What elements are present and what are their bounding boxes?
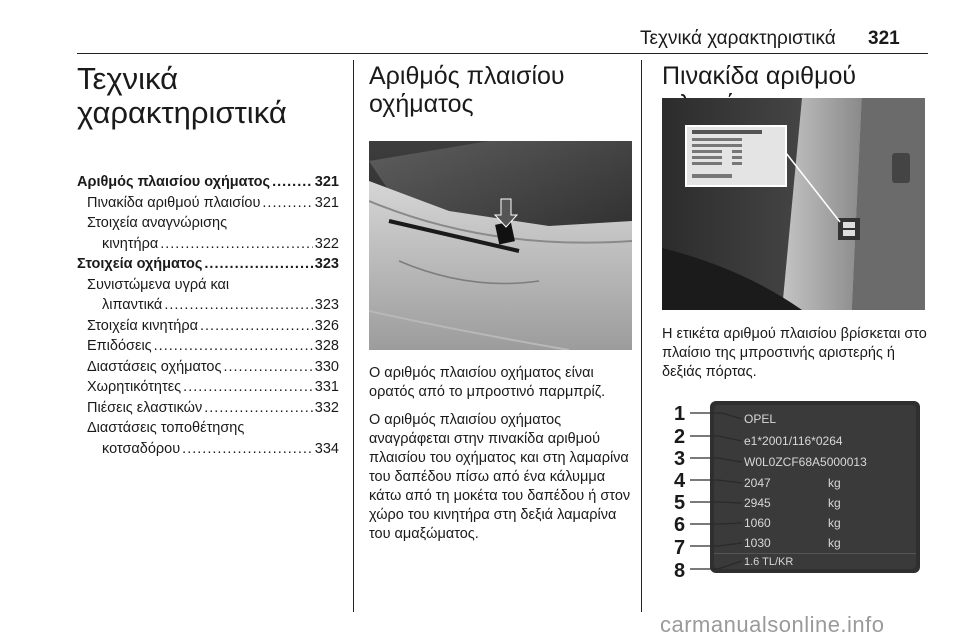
plate-line: e1*2001/116*0264 [744,434,843,448]
callout-number: 8 [674,560,686,582]
plate-unit: kg [828,536,841,550]
plate-line: W0L0ZCF68A5000013 [744,455,867,469]
watermark: carmanualsonline.info [660,612,885,637]
section-title: Πινακίδα αριθμού [662,62,857,90]
vin-plate-body [662,325,932,391]
plate-line: 1060 [744,516,771,530]
plate-line: 2047 [744,476,771,490]
vin-section-body [369,364,634,553]
paragraph: Η ετικέτα αριθμού πλαισίου βρίσκεται στο πλαίσιο της μπροστινής αριστερής ή δεξιάς πόρτας. [662,326,927,380]
toc-entry[interactable]: Διαστάσεις τοποθέτησης [87,420,245,436]
running-header-title: Τεχνικά χαρακτηριστικά [640,28,836,49]
toc-entry[interactable]: Αριθμός πλαισίου οχήματος ..... 321 [77,172,339,193]
toc-entry-continuation[interactable]: κοτσαδόρου ..... 334 [77,439,339,460]
chapter-title-line: Τεχνικά [77,61,179,96]
paragraph: Ο αριθμός πλαισίου οχήματος αναγράφεται στην πινακίδα αριθμού πλαισίου του οχήματος και στη λαμαρίνα του δαπέδου πίσω από ένα κάλυμμα κάτω από τη μοκέτα του δαπέδου ή στον χώρο του κινητήρα στη δεξιά λαμαρίνα του αμαξώματος. [369,412,631,542]
chapter-title-line: χαρακτηριστικά [77,95,287,130]
vin-section [369,62,634,118]
plate-line: 2945 [744,496,771,510]
column-divider [353,60,354,612]
toc-entry[interactable]: Στοιχεία κινητήρα ..... 326 [77,316,339,337]
callout-number: 3 [674,448,686,470]
chapter-column [77,62,342,130]
callout-number: 2 [674,426,686,448]
toc-entry[interactable]: Χωρητικότητες ..... 331 [77,377,339,398]
toc-entry[interactable]: Πινακίδα αριθμού πλαισίου ..... 321 [77,193,339,214]
column-divider [641,60,642,612]
toc-entry[interactable]: Στοιχεία οχήματος ..... 323 [77,254,339,275]
toc-entry[interactable]: Στοιχεία αναγνώρισης [87,215,228,231]
door-frame-label-photo [662,98,925,310]
windshield-vin-photo [369,141,632,350]
vin-plate-diagram [662,393,925,611]
paragraph: Ο αριθμός πλαισίου οχήματος είναι ορατός από το μπροστινό παρμπρίζ. [369,365,606,400]
plate-line: 1030 [744,536,771,550]
callout-number: 6 [674,514,686,536]
plate-line: OPEL [744,412,777,426]
callout-number: 7 [674,537,686,559]
toc-entry-continuation[interactable]: λιπαντικά ..... 323 [77,295,339,316]
plate-unit: kg [828,496,841,510]
plate-bottom-code: 1.6 TL/KR [744,556,794,568]
chapter-title [77,62,342,130]
toc-entry[interactable]: Επιδόσεις ..... 328 [77,336,339,357]
callout-number: 5 [674,492,686,514]
callout-number: 1 [674,403,686,425]
toc-entry-continuation[interactable]: κινητήρα ..... 322 [77,234,339,255]
callout-number: 4 [674,470,686,492]
plate-unit: kg [828,516,841,530]
header-rule [77,53,928,54]
section-title: Αριθμός πλαισίου οχήματος [369,62,565,118]
table-of-contents [77,172,339,459]
page-number: 321 [868,28,900,49]
toc-entry[interactable]: Πιέσεις ελαστικών ..... 332 [77,398,339,419]
plate-unit: kg [828,476,841,490]
toc-entry[interactable]: Συνιστώμενα υγρά και [87,276,230,293]
toc-entry[interactable]: Διαστάσεις οχήματος ..... 330 [77,357,339,378]
